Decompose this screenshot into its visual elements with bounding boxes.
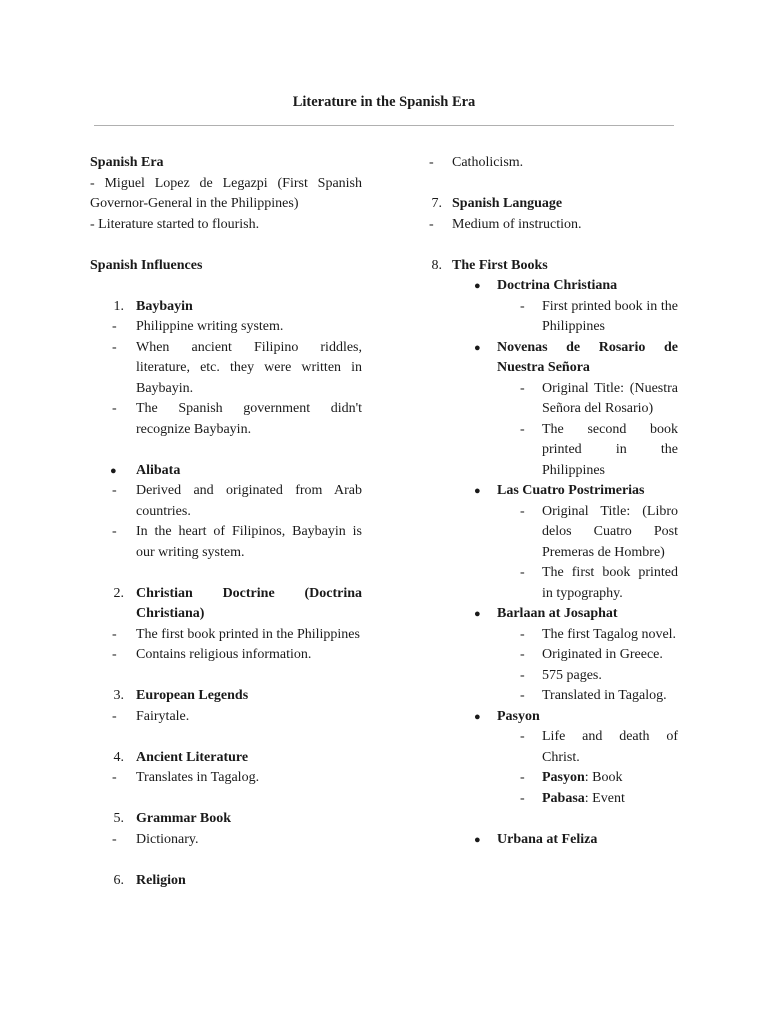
- item-title: European Legends: [136, 688, 249, 703]
- point-term: Pabasa: [542, 790, 585, 806]
- list-point: [90, 625, 362, 646]
- right-column: [426, 153, 678, 850]
- book-point: [426, 297, 678, 338]
- point-text: Original Title: (Libro delos Cuatro Post Premeras de Hombre): [542, 503, 678, 560]
- list-point: [426, 153, 678, 174]
- book-point: [426, 666, 678, 687]
- dash-marker: -: [112, 319, 117, 334]
- item-number: 6.: [113, 872, 124, 888]
- item-number: 2.: [113, 585, 124, 601]
- book-point: [426, 625, 678, 646]
- bullet-icon: ●: [474, 833, 481, 846]
- list-item-grammar-book: [90, 809, 362, 830]
- point-text: Translated in Tagalog.: [542, 688, 667, 703]
- dash-marker: -: [520, 421, 525, 437]
- spanish-influences-heading: Spanish Influences: [90, 257, 203, 273]
- point-term: Pasyon: [542, 770, 585, 785]
- dash-marker: -: [520, 729, 525, 744]
- list-item-christian-doctrine: [90, 584, 362, 625]
- list-point: [90, 399, 362, 440]
- bullet-icon: ●: [474, 341, 481, 354]
- point-text: The second book printed in the Philippines: [542, 421, 678, 478]
- dash-marker: -: [520, 647, 525, 662]
- item-number: 8.: [431, 257, 442, 273]
- dash-marker: -: [520, 503, 525, 519]
- point-text: : Book: [584, 770, 623, 785]
- left-column: [90, 153, 362, 891]
- item-number: 5.: [113, 811, 124, 826]
- book-urbana-at-feliza: [426, 830, 678, 851]
- book-point: [426, 563, 678, 604]
- list-point: [90, 522, 362, 563]
- point-text: Life and death of Christ.: [542, 729, 678, 765]
- book-point: [426, 645, 678, 666]
- point-text: The first book printed in the Philippines: [136, 626, 360, 642]
- list-item-european-legends: [90, 686, 362, 707]
- dash-marker: -: [520, 298, 525, 314]
- point-text: Philippine writing system.: [136, 319, 284, 334]
- bullet-icon: ●: [474, 710, 481, 723]
- bullet-icon: ●: [474, 280, 481, 292]
- dash-marker: -: [112, 339, 117, 355]
- point-text: : Event: [584, 790, 625, 806]
- book-pasyon: [426, 707, 678, 728]
- dash-marker: -: [112, 647, 117, 662]
- dash-marker: -: [520, 626, 525, 642]
- item-title: Baybayin: [136, 298, 193, 314]
- point-text: The Spanish government didn't recognize Baybayin.: [136, 401, 362, 437]
- item-title: The First Books: [452, 257, 548, 273]
- list-point: [90, 481, 362, 522]
- point-text: In the heart of Filipinos, Baybayin is our writing system.: [136, 524, 362, 560]
- list-item-alibata: [90, 461, 362, 482]
- dash-marker: -: [520, 790, 525, 806]
- list-point: [90, 338, 362, 400]
- list-item-first-books: [426, 256, 678, 277]
- book-point: [426, 686, 678, 707]
- book-barlaan-at-josaphat: [426, 604, 678, 625]
- page-title: Literature in the Spanish Era: [292, 94, 476, 110]
- list-point: [90, 645, 362, 666]
- point-text: Dictionary.: [136, 831, 199, 847]
- item-number: 3.: [113, 688, 124, 703]
- bullet-icon: ●: [474, 608, 481, 620]
- point-text: 575 pages.: [542, 667, 602, 683]
- point-text: Originated in Greece.: [542, 647, 663, 662]
- list-item-religion: [90, 871, 362, 892]
- dash-marker: -: [520, 688, 525, 703]
- list-point: [90, 707, 362, 728]
- item-title: Christian Doctrine (Doctrina Christiana): [136, 585, 362, 621]
- book-point: [426, 420, 678, 482]
- list-point: [90, 768, 362, 789]
- book-point: [426, 789, 678, 810]
- item-title: Religion: [136, 872, 186, 888]
- book-title: Las Cuatro Postrimerias: [497, 483, 645, 498]
- point-text: Derived and originated from Arab countries.: [136, 483, 362, 519]
- point-text: Translates in Tagalog.: [136, 770, 260, 785]
- point-text: Medium of instruction.: [452, 216, 582, 232]
- dash-marker: -: [112, 524, 117, 539]
- dash-marker: -: [520, 565, 525, 580]
- dash-marker: -: [429, 216, 434, 232]
- point-text: The first book printed in typography.: [542, 565, 678, 601]
- dash-marker: -: [429, 155, 434, 170]
- item-number: 1.: [113, 298, 124, 314]
- dash-marker: -: [520, 380, 525, 396]
- point-text: Original Title: (Nuestra Señora del Rosario): [542, 380, 678, 416]
- point-text: When ancient Filipino riddles, literature, etc. they were written in Baybayin.: [136, 339, 362, 396]
- dash-marker: -: [520, 770, 525, 785]
- book-title: Novenas de Rosario de Nuestra Señora: [497, 339, 678, 375]
- point-text: Catholicism.: [452, 155, 524, 170]
- list-point: [90, 317, 362, 338]
- era-line: - Miguel Lopez de Legazpi (First Spanish Governor-General in the Philippines): [90, 175, 362, 211]
- point-text: Contains religious information.: [136, 647, 312, 662]
- book-point: [426, 379, 678, 420]
- book-title: Doctrina Christiana: [497, 278, 618, 293]
- bullet-icon: ●: [110, 464, 117, 477]
- point-text: First printed book in the Philippines: [542, 298, 678, 334]
- point-text: The first Tagalog novel.: [542, 626, 677, 642]
- book-point: [426, 502, 678, 564]
- book-title: Urbana at Feliza: [497, 831, 598, 847]
- book-title: Barlaan at Josaphat: [497, 606, 618, 621]
- item-title: Grammar Book: [136, 811, 232, 826]
- book-title: Pasyon: [497, 708, 540, 724]
- book-novenas: [426, 338, 678, 379]
- dash-marker: -: [112, 831, 117, 847]
- dash-marker: -: [520, 667, 525, 683]
- era-line: - Literature started to flourish.: [90, 216, 260, 232]
- point-text: Fairytale.: [136, 708, 190, 724]
- list-item-baybayin: [90, 297, 362, 318]
- dash-marker: -: [112, 401, 117, 416]
- list-point: [90, 830, 362, 851]
- dash-marker: -: [112, 770, 117, 785]
- list-point: [426, 215, 678, 236]
- bullet-icon: ●: [474, 485, 481, 497]
- spanish-era-heading: Spanish Era: [90, 155, 164, 170]
- dash-marker: -: [112, 626, 117, 642]
- dash-marker: -: [112, 483, 117, 498]
- title-divider: [94, 125, 674, 126]
- book-doctrina-christiana: [426, 276, 678, 297]
- item-title: Ancient Literature: [136, 749, 249, 765]
- item-title: Alibata: [136, 462, 181, 478]
- book-point: [426, 768, 678, 789]
- dash-marker: -: [112, 708, 117, 724]
- list-item-spanish-language: [426, 194, 678, 215]
- book-point: [426, 727, 678, 768]
- item-number: 4.: [113, 749, 124, 765]
- item-number: 7.: [431, 196, 442, 211]
- book-las-cuatro-postrimerias: [426, 481, 678, 502]
- list-item-ancient-literature: [90, 748, 362, 769]
- item-title: Spanish Language: [452, 196, 563, 211]
